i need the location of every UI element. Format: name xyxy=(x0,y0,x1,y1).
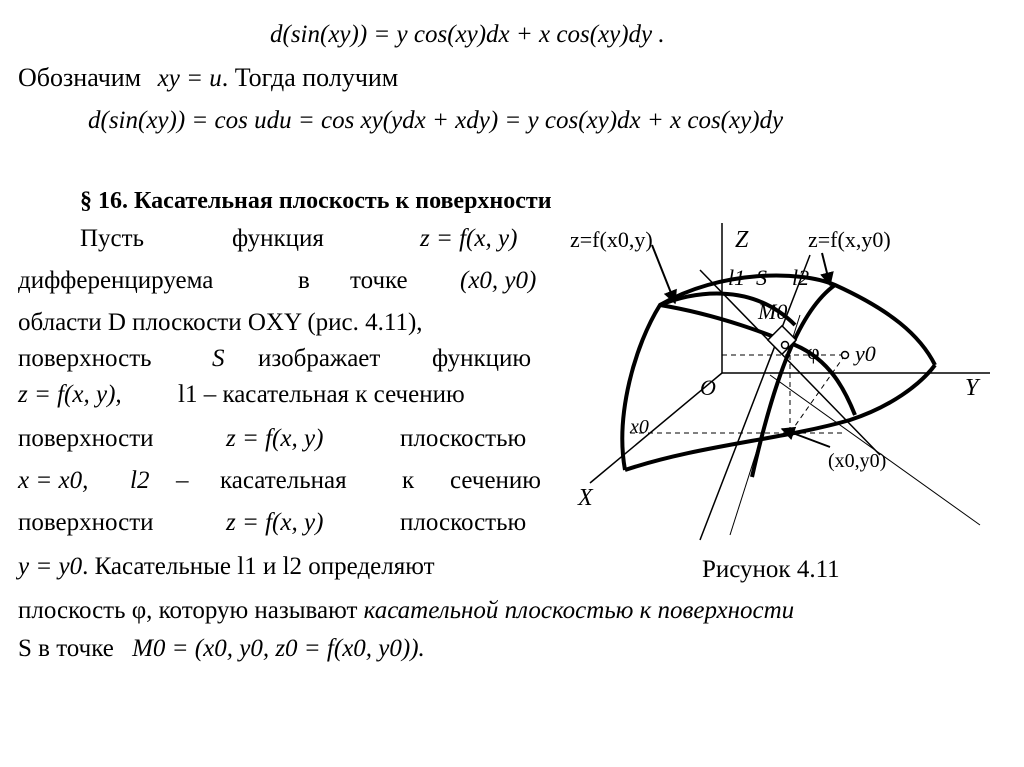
para-l3: области D плоскости OXY (рис. 4.11), xyxy=(18,309,423,336)
label-y0: y0 xyxy=(855,341,876,366)
label-x0-y0: (x0,y0) xyxy=(828,450,887,472)
point-y0 xyxy=(842,352,849,359)
dash-diag-line xyxy=(790,355,845,433)
text-oboznachim: Обозначим xyxy=(18,63,142,92)
para-l6-formula: z = f(x, y) xyxy=(226,425,324,452)
para-l2-a: дифференцируема xyxy=(18,267,214,294)
label-phi: φ xyxy=(807,339,820,364)
label-x-axis: X xyxy=(578,485,593,511)
tangent-plane-edge xyxy=(730,315,800,535)
formula-line-1 xyxy=(270,20,665,50)
formula-xy-equals-u: xy = u xyxy=(157,65,222,92)
para-l8-a: поверхности xyxy=(18,509,154,536)
label-m0: M0 xyxy=(758,299,788,324)
label-l2: l2 xyxy=(792,265,810,290)
label-z-f-x0-y: z=f(x0,y) xyxy=(570,227,653,252)
para-l2-formula: (x0, y0) xyxy=(460,267,537,294)
para-l1-b: функция xyxy=(232,225,324,252)
para-l4-b: S xyxy=(212,345,225,372)
para-l11 xyxy=(18,634,425,664)
para-l4-c: изображает xyxy=(258,345,381,372)
para-l8-formula: z = f(x, y) xyxy=(226,509,324,536)
label-origin: O xyxy=(700,375,716,400)
section-title: § 16. Касательная плоскость к поверхности xyxy=(80,188,552,214)
para-l1-formula: z = f(x, y) xyxy=(420,225,518,252)
para-l6-b: плоскостью xyxy=(400,425,527,452)
figure-caption: Рисунок 4.11 xyxy=(702,556,840,583)
formula-line-3 xyxy=(88,106,783,136)
para-l11-formula: M0 = (x0, y0, z0 = f(x0, y0)). xyxy=(132,635,425,662)
para-l10-a: плоскость φ, которую называют xyxy=(18,597,358,624)
para-l5-formula: z = f(x, y), xyxy=(18,381,122,408)
para-l9-formula: y = y0 xyxy=(18,553,83,580)
label-x0: x0 xyxy=(630,416,649,438)
point-m0 xyxy=(782,342,789,349)
para-l7-e: к xyxy=(402,467,415,494)
figure-4-11 xyxy=(560,215,1020,605)
label-z-f-x-y0: z=f(x,y0) xyxy=(808,227,891,252)
formula-chain: d(sin(xy)) = cos udu = cos xy(ydx + xdy) = y cos(xy)dx + x cos(xy)dy xyxy=(88,107,784,134)
para-l7-c: – xyxy=(176,467,189,494)
para-l1-a: Пусть xyxy=(80,225,144,252)
para-l9-b: . Касательные l1 и l2 определяют xyxy=(82,553,435,580)
para-l7-b: l2 xyxy=(130,467,150,494)
arrow-curve-x0 xyxy=(652,245,675,303)
para-l2-c: точке xyxy=(350,267,408,294)
para-l7-g: сечению xyxy=(450,467,541,494)
label-z-axis: Z xyxy=(735,227,749,253)
para-l11-a: S в точке xyxy=(18,635,114,662)
text-togda-poluchim: . Тогда получим xyxy=(221,63,399,92)
para-l8-b: плоскостью xyxy=(400,509,527,536)
para-l10-b: касательной плоскостью к поверхности xyxy=(363,597,795,624)
text-line-2 xyxy=(18,63,398,94)
label-s: S xyxy=(756,265,767,290)
formula-differential-sin-xy: d(sin(xy)) = y cos(xy)dx + x cos(xy)dy . xyxy=(270,21,665,48)
para-l9 xyxy=(18,552,435,582)
para-l4-d: функцию xyxy=(432,345,532,372)
para-l5-b: l1 – касательная к сечению xyxy=(178,381,465,408)
label-y-axis: Y xyxy=(965,375,979,401)
label-l1: l1 xyxy=(728,265,746,290)
para-l7-d: касательная xyxy=(220,467,347,494)
para-l2-b: в xyxy=(298,267,310,294)
para-l7-formula: x = x0, xyxy=(18,467,89,494)
para-l4-a: поверхность xyxy=(18,345,152,372)
para-l6-a: поверхности xyxy=(18,425,154,452)
